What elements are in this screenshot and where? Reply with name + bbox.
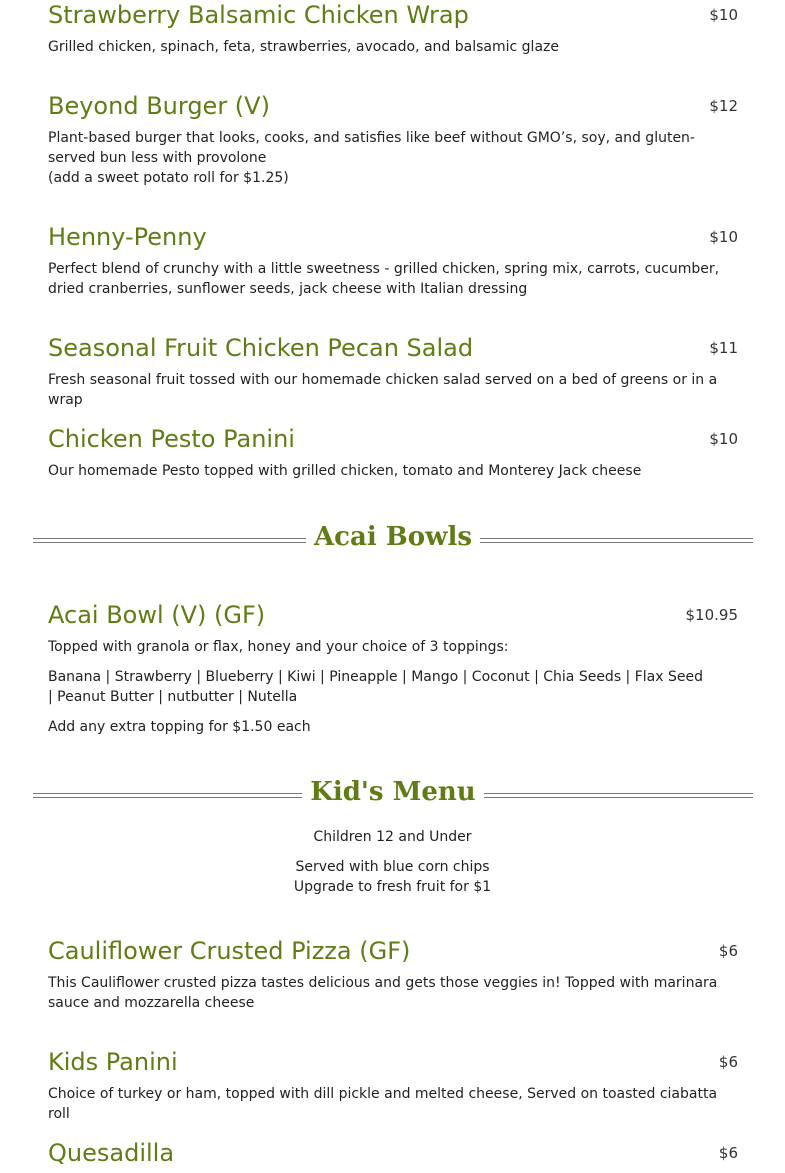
menu-item-header <box>48 1138 738 1172</box>
menu-item-name: Seasonal Fruit Chicken Pecan Salad <box>48 334 474 362</box>
menu-item-header <box>48 600 738 634</box>
menu-item-name: Chicken Pesto Panini <box>48 425 295 453</box>
menu-item-name: Henny-Penny <box>48 223 207 251</box>
menu-item-description: Choice of turkey or ham, topped with dill pickle and melted cheese, Served on toasted ciabatta roll <box>48 1086 718 1122</box>
menu-item-name: Quesadilla <box>48 1139 175 1167</box>
menu-item-header <box>48 0 738 34</box>
menu-item-price: $6 <box>718 1053 738 1071</box>
menu-item <box>48 1047 738 1124</box>
section-header-acai <box>33 520 753 560</box>
menu-item-description: This Cauliflower crusted pizza tastes delicious and gets those veggies in! Topped with marinara sauce and mozzarella cheese <box>48 975 718 1011</box>
menu-item-name: Kids Panini <box>48 1048 178 1076</box>
menu-item-name: Acai Bowl (V) (GF) <box>48 601 266 629</box>
menu-item <box>48 0 738 57</box>
menu-item-addon-note: (add a sweet potato roll for $1.25) <box>48 170 289 186</box>
menu-item-price: $10 <box>709 6 738 24</box>
menu-item-header <box>48 936 738 970</box>
menu-item-description: Our homemade Pesto topped with grilled chicken, tomato and Monterey Jack cheese <box>48 463 642 479</box>
menu-item-price: $11 <box>709 339 738 357</box>
menu-item-header <box>48 1047 738 1081</box>
menu-item-description: Perfect blend of crunchy with a little sweetness - grilled chicken, spring mix, carrots, cucumber, dried cranberries, sunflower seeds, jack cheese with Italian dressing <box>48 261 720 297</box>
section-divider-right <box>480 538 753 543</box>
section-header-kids <box>33 775 753 815</box>
menu-item <box>48 333 738 410</box>
menu-item <box>48 1138 738 1172</box>
menu-item-price: $12 <box>709 97 738 115</box>
menu-item <box>48 424 738 481</box>
section-title: Kid's Menu <box>310 777 476 807</box>
menu-item <box>48 222 738 299</box>
menu-item-price: $6 <box>718 942 738 960</box>
menu-item-description: Grilled chicken, spinach, feta, strawberries, avocado, and balsamic glaze <box>48 39 559 55</box>
menu-item-description: Topped with granola or flax, honey and your choice of 3 toppings: <box>48 639 509 655</box>
section-title: Acai Bowls <box>314 522 472 552</box>
menu-item-price: $10 <box>709 228 738 246</box>
kids-note-line2: Upgrade to fresh fruit for $1 <box>293 879 492 895</box>
menu-item-header <box>48 424 738 458</box>
menu-item-header <box>48 222 738 256</box>
section-divider-right <box>484 793 753 798</box>
menu-item-name: Beyond Burger (V) <box>48 92 270 120</box>
kids-note-line1: Served with blue corn chips <box>295 859 490 875</box>
menu-item-description: Plant-based burger that looks, cooks, and satisfies like beef without GMO’s, soy, and gluten-served bun less with provolone <box>48 130 695 166</box>
acai-toppings-list: Banana | Strawberry | Blueberry | Kiwi | Pineapple | Mango | Coconut | Chia Seeds | Flax Seed | Peanut Butter | nutbutter | Nutella <box>48 669 703 705</box>
menu-item <box>48 936 738 1013</box>
kids-subtitle: Children 12 and Under <box>313 829 472 845</box>
menu-item-header <box>48 91 738 125</box>
menu-item-name: Cauliflower Crusted Pizza (GF) <box>48 937 411 965</box>
acai-extra-note: Add any extra topping for $1.50 each <box>48 719 311 735</box>
menu-item-price: $10 <box>709 430 738 448</box>
menu-item-description: Fresh seasonal fruit tossed with our homemade chicken salad served on a bed of greens or in a wrap <box>48 372 718 408</box>
menu-item-name: Strawberry Balsamic Chicken Wrap <box>48 1 469 29</box>
menu-item-header <box>48 333 738 367</box>
menu-item <box>48 600 738 737</box>
menu-item-price: $10.95 <box>685 606 738 624</box>
menu-item-price: $6 <box>718 1144 738 1162</box>
menu-item <box>48 91 738 188</box>
